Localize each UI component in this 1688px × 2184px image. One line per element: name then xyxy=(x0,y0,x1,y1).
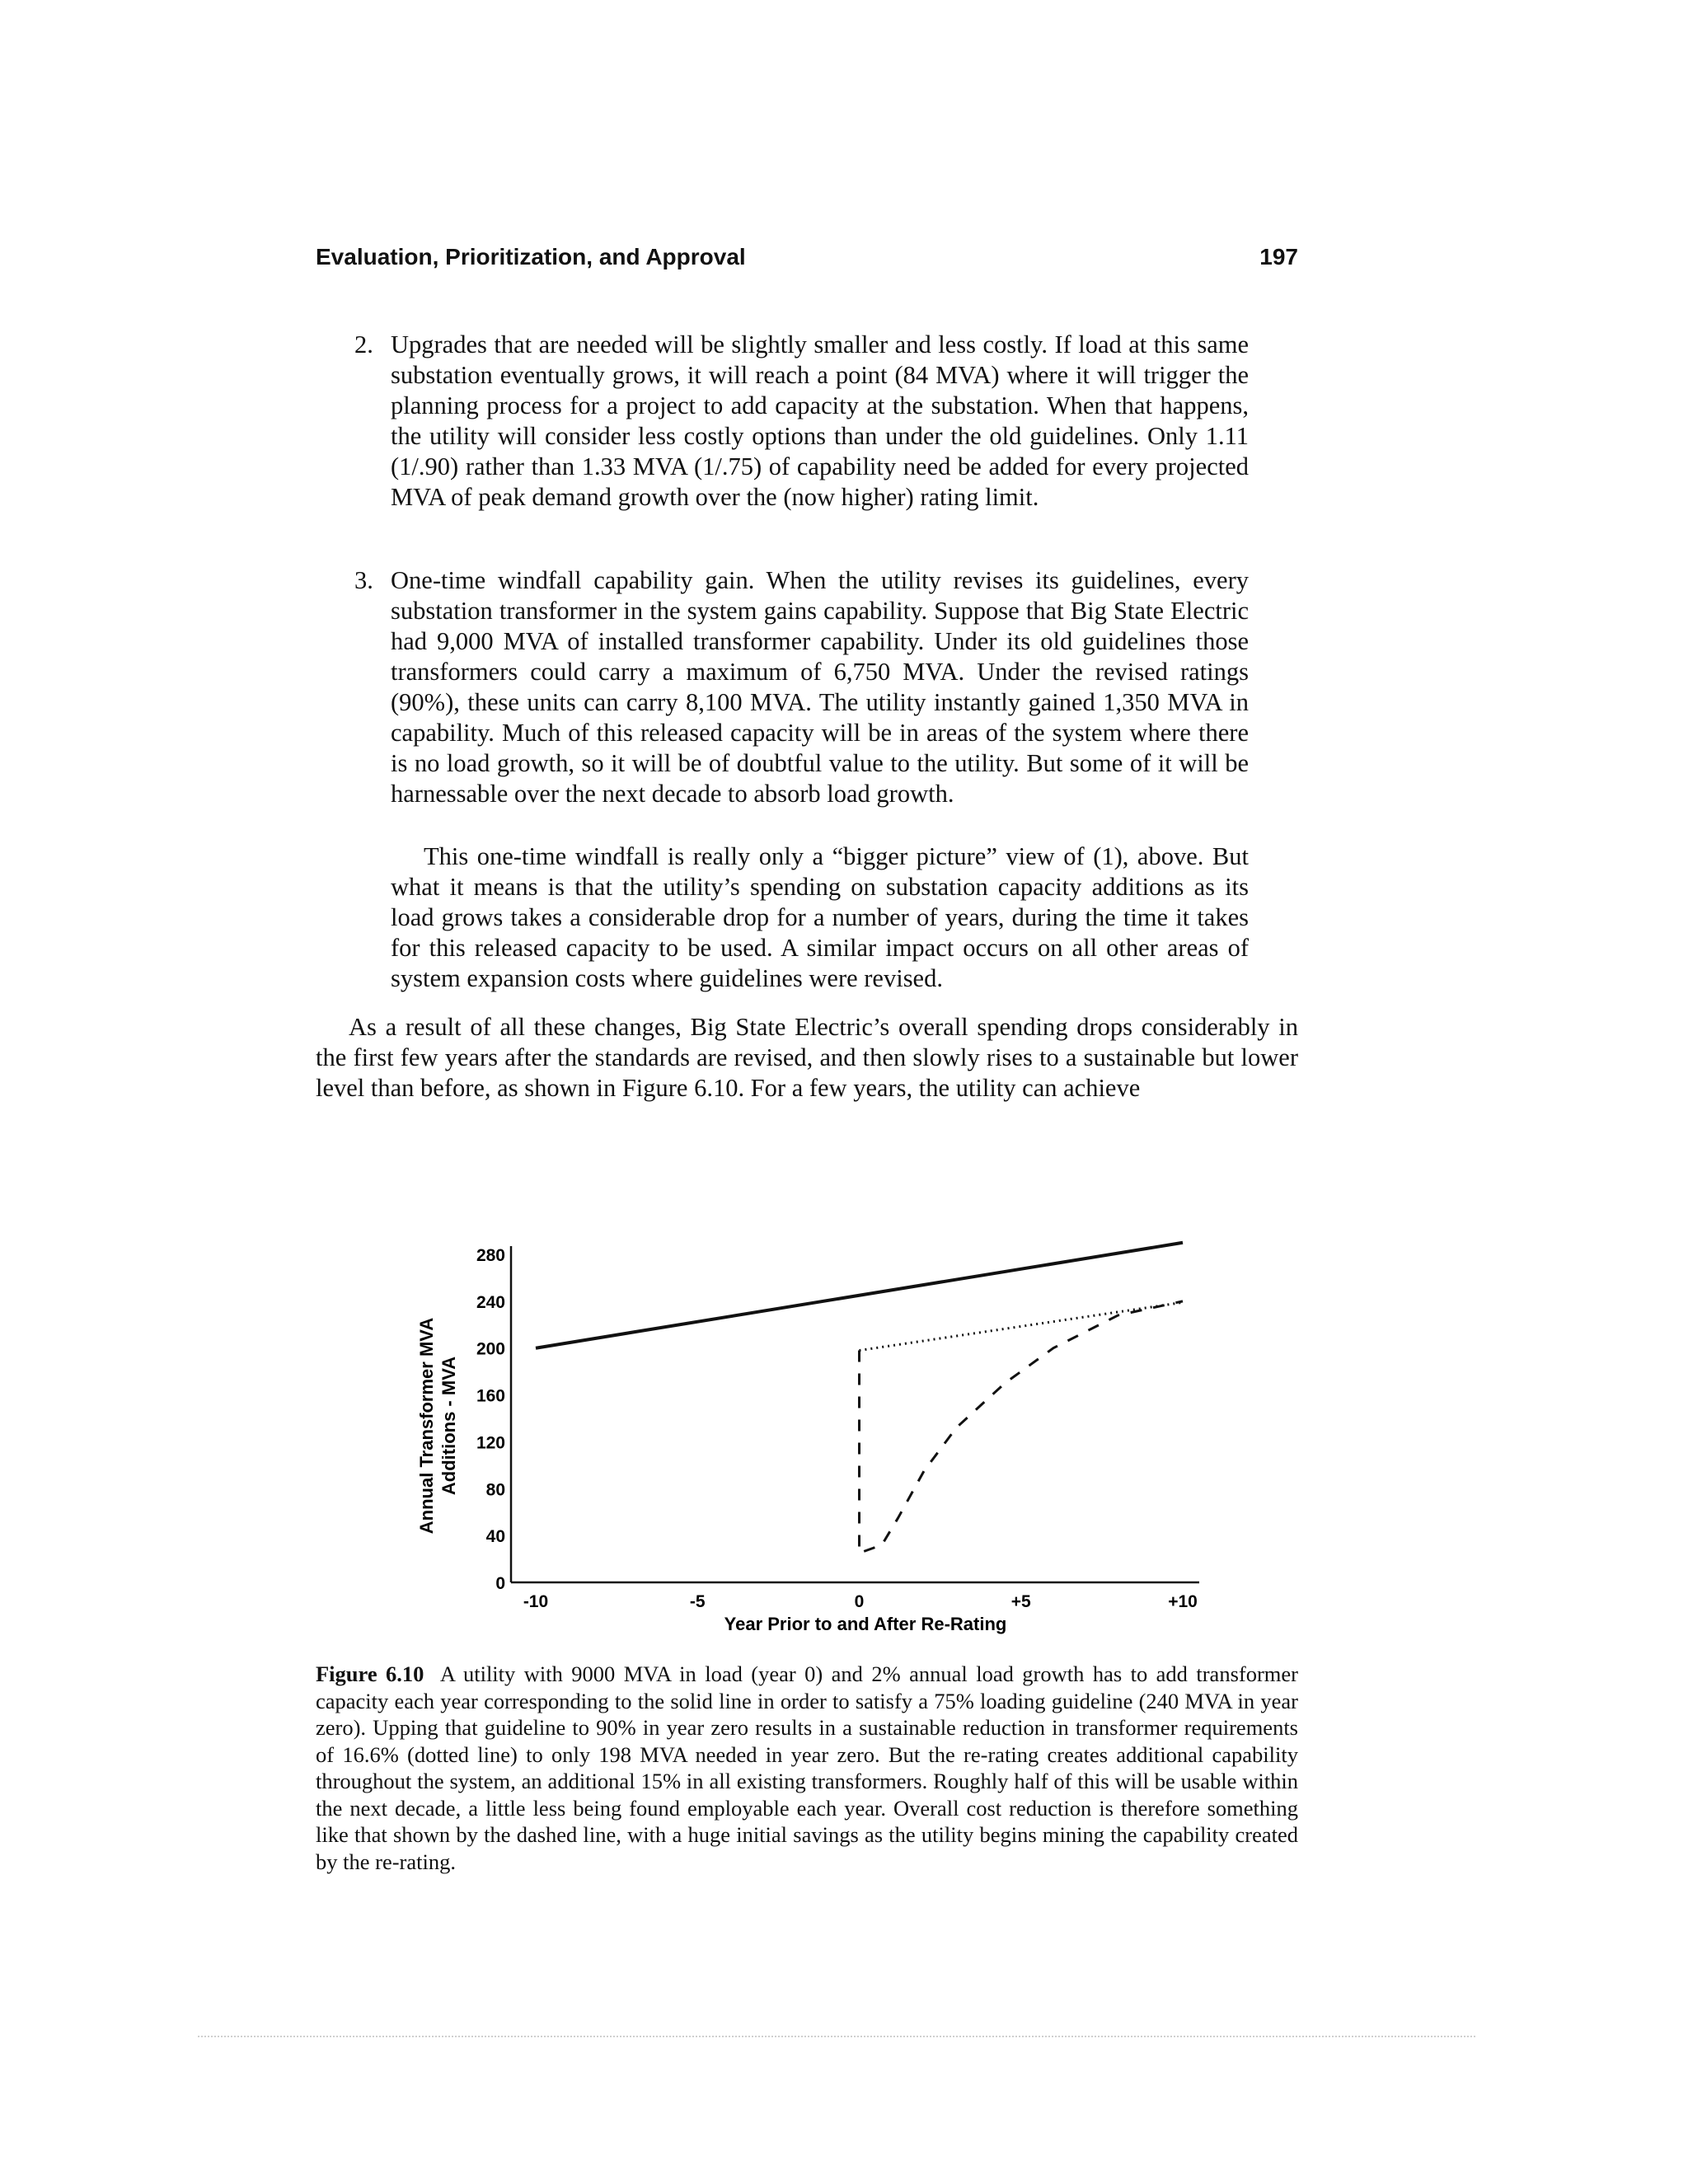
line-chart xyxy=(396,1220,1236,1648)
y-tick-label: 0 xyxy=(495,1574,505,1593)
y-tick-label: 160 xyxy=(476,1386,505,1406)
list-item-text: Upgrades that are needed will be slightly smaller and less costly. If load at this same substation eventually grows, it will reach a point (84 MVA) where it will trigger the planning process for a project to add capacity at the substation. When that happens, the utility will consider less costly options than under the old guidelines. Only 1.11 (1/.90) rather than 1.33 MVA (1/.75) of capability need be added for every projected MVA of peak demand growth over the (now higher) rating limit. xyxy=(391,330,1249,511)
running-head: Evaluation, Prioritization, and Approval xyxy=(316,244,746,269)
page-header xyxy=(316,244,1298,277)
x-tick-label: -5 xyxy=(689,1592,706,1611)
list-item-text: One-time windfall capability gain. When the utility revises its guidelines, every substation transformer in the system gains capability. Suppose that Big State Electric had 9,000 MVA of installed transformer capability. Under its old guidelines those transformers could carry a maximum of 6,750 MVA. Under the revised ratings (90%), these units can carry 8,100 MVA. The utility instantly gained 1,350 MVA in capability. Much of this released capacity will be in areas of the system where there is no load growth, so it will be of doubtful value to the utility. But some of it will be harnessable over the next decade to absorb load growth. xyxy=(391,566,1249,808)
list-item-number: 2. xyxy=(354,330,373,359)
page-number: 197 xyxy=(1259,244,1298,269)
y-tick-label: 280 xyxy=(476,1246,505,1265)
series-group xyxy=(536,1243,1183,1554)
series-line-dashed xyxy=(860,1301,1184,1554)
x-tick-labels xyxy=(523,1592,1198,1611)
figure-6-10 xyxy=(396,1220,1236,1648)
y-tick-label: 120 xyxy=(476,1433,505,1453)
y-tick-labels xyxy=(476,1246,505,1593)
caption-text: A utility with 9000 MVA in load (year 0) and 2% annual load growth has to add transformer capacity each year corresponding to the solid line in order to satisfy a 75% loading guideline (240 MVA in year zero). Upping that guideline to 90% in year zero results in a sustainable reduction in transformer requirements of 16.6% (dotted line) to only 198 MVA needed in year zero. But the re-rating creates additional capability throughout the system, an additional 15% in all existing transformers. Roughly half of this will be usable within the next decade, a little less being found employable each year. Overall cost reduction is therefore something like that shown by the dashed line, with a huge initial savings as the utility begins mining the capability created by the re-rating. xyxy=(316,1661,1298,1874)
y-axis-title xyxy=(416,1318,459,1535)
x-tick-label: 0 xyxy=(854,1592,865,1611)
y-axis-title-line2: Additions - MVA xyxy=(438,1356,459,1496)
caption-label: Figure 6.10 xyxy=(316,1661,424,1686)
x-tick-label: +5 xyxy=(1010,1592,1031,1611)
series-line-solid xyxy=(536,1243,1183,1348)
list-item-number: 3. xyxy=(354,566,373,594)
figure-caption xyxy=(316,1661,1298,1875)
x-axis-title: Year Prior to and After Re-Rating xyxy=(724,1614,1007,1634)
footer-rule xyxy=(198,2036,1475,2037)
series-line-dotted xyxy=(860,1302,1184,1350)
x-tick-label: -10 xyxy=(523,1592,549,1611)
body-paragraph: As a result of all these changes, Big State Electric’s overall spending drops considerably in the first few years after the standards are revised, and then slowly rises to a sustainable but lower level than before, as shown in Figure 6.10. For a few years, the utility can achieve xyxy=(316,1013,1298,1102)
y-tick-label: 40 xyxy=(485,1527,505,1547)
y-tick-label: 80 xyxy=(485,1480,505,1500)
x-tick-label: +10 xyxy=(1168,1592,1198,1611)
y-axis-title-line1: Annual Transformer MVA xyxy=(416,1317,437,1535)
continuation-paragraph: This one-time windfall is really only a “bigger picture” view of (1), above. But what it means is that the utility’s spending on substation capacity additions as its load grows takes a considerable drop for a number of years, during the time it takes for this released capacity to be used. A similar impact occurs on all other areas of system expansion costs where guidelines were revised. xyxy=(391,842,1249,992)
y-tick-label: 240 xyxy=(476,1292,505,1312)
y-tick-label: 200 xyxy=(476,1339,505,1359)
